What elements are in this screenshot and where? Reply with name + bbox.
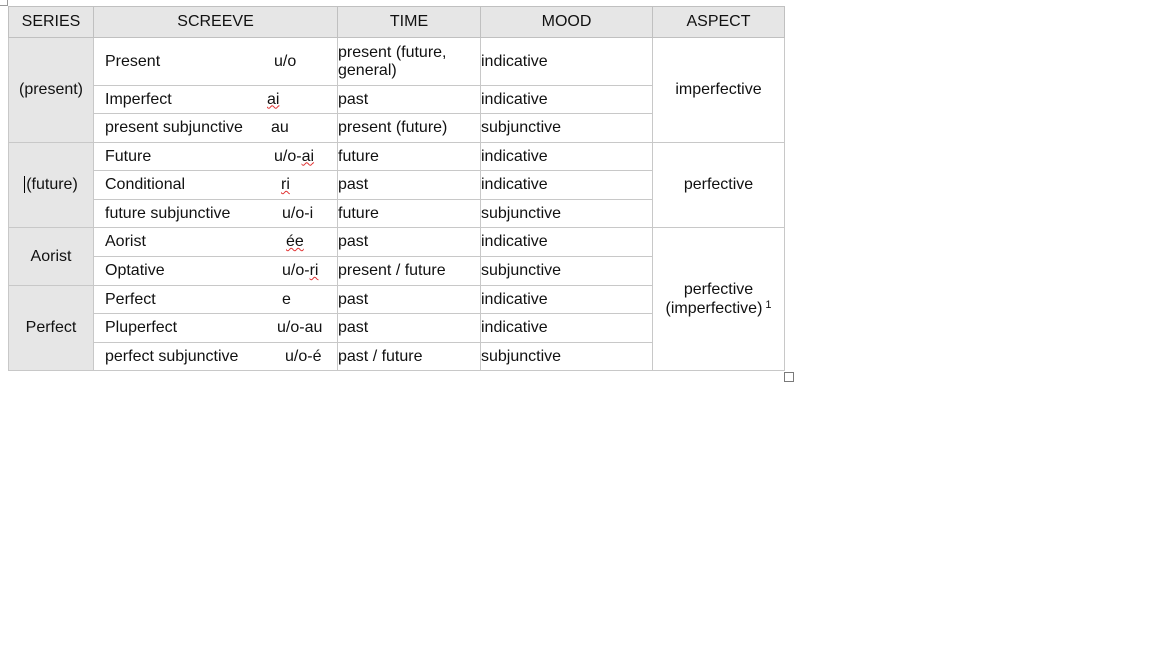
screeve-suffix: u/o-au bbox=[277, 319, 323, 336]
mood-cell[interactable]: indicative bbox=[481, 171, 653, 200]
screeve-cell[interactable] bbox=[94, 171, 338, 200]
screeve-cell[interactable] bbox=[94, 200, 338, 228]
time-cell[interactable]: present (future, general) bbox=[338, 38, 481, 86]
screeve-suffix-stem: ai bbox=[301, 147, 315, 165]
screeve-suffix: au bbox=[271, 119, 289, 136]
table-resize-handle[interactable] bbox=[784, 372, 794, 382]
mood-cell[interactable]: indicative bbox=[481, 86, 653, 114]
series-cell[interactable]: Aorist bbox=[9, 228, 94, 286]
time-cell[interactable]: future bbox=[338, 200, 481, 228]
screeve-cell[interactable] bbox=[94, 314, 338, 343]
table-move-handle[interactable] bbox=[0, 0, 8, 6]
screeve-suffix: u/o-i bbox=[282, 204, 314, 222]
screeve-name: Perfect bbox=[105, 290, 156, 308]
time-cell[interactable]: past bbox=[338, 228, 481, 257]
screeve-cell[interactable] bbox=[94, 86, 338, 114]
screeve-name: Imperfect bbox=[105, 90, 172, 108]
time-cell[interactable]: past bbox=[338, 314, 481, 343]
screeve-cell[interactable] bbox=[94, 143, 338, 171]
header-time[interactable]: TIME bbox=[338, 7, 481, 38]
screeve-name: future subjunctive bbox=[105, 204, 231, 222]
time-cell[interactable]: past bbox=[338, 171, 481, 200]
screeve-suffix: e bbox=[282, 290, 291, 308]
aspect-cell[interactable]: perfective bbox=[653, 143, 785, 228]
screeve-suffix-prefix: u/o- bbox=[282, 262, 310, 279]
header-screeve[interactable]: SCREEVE bbox=[94, 7, 338, 38]
screeve-suffix bbox=[282, 262, 318, 280]
screeve-suffix: ri bbox=[281, 176, 290, 193]
screeve-name: Future bbox=[105, 147, 152, 165]
aspect-cell[interactable]: imperfective bbox=[653, 38, 785, 143]
time-cell[interactable]: past / future bbox=[338, 343, 481, 371]
screeve-suffix: u/o-é bbox=[285, 347, 322, 365]
mood-cell[interactable]: indicative bbox=[481, 286, 653, 314]
screeve-suffix-prefix: u/o- bbox=[274, 147, 302, 165]
screeve-name: Aorist bbox=[105, 233, 146, 250]
screeve-cell[interactable] bbox=[94, 257, 338, 286]
series-cell[interactable] bbox=[9, 143, 94, 228]
table-row bbox=[9, 143, 785, 171]
series-label: (future) bbox=[26, 176, 78, 193]
screeve-name: Pluperfect bbox=[105, 319, 178, 336]
mood-cell[interactable]: indicative bbox=[481, 314, 653, 343]
aspect-line-2-text: (imperfective) bbox=[665, 299, 763, 317]
mood-cell[interactable]: indicative bbox=[481, 143, 653, 171]
screeve-table bbox=[8, 6, 785, 371]
series-cell[interactable]: Perfect bbox=[9, 286, 94, 371]
screeve-suffix: u/o bbox=[274, 52, 297, 70]
mood-cell[interactable]: indicative bbox=[481, 38, 653, 86]
screeve-cell[interactable] bbox=[94, 343, 338, 371]
mood-cell[interactable]: subjunctive bbox=[481, 257, 653, 286]
screeve-name: present subjunctive bbox=[105, 119, 243, 136]
footnote-marker[interactable]: 1 bbox=[765, 298, 772, 311]
time-cell[interactable]: past bbox=[338, 86, 481, 114]
mood-cell[interactable]: subjunctive bbox=[481, 200, 653, 228]
header-series[interactable]: SERIES bbox=[9, 7, 94, 38]
time-cell[interactable]: present / future bbox=[338, 257, 481, 286]
screeve-name: Present bbox=[105, 52, 161, 70]
screeve-suffix bbox=[274, 148, 314, 166]
screeve-name: Optative bbox=[105, 262, 165, 279]
screeve-name: perfect subjunctive bbox=[105, 347, 239, 365]
aspect-line-1: perfective bbox=[683, 280, 754, 298]
screeve-cell[interactable] bbox=[94, 228, 338, 257]
aspect-cell[interactable] bbox=[653, 228, 785, 371]
time-cell[interactable]: present (future) bbox=[338, 114, 481, 143]
time-cell[interactable]: past bbox=[338, 286, 481, 314]
table-row bbox=[9, 38, 785, 86]
header-mood[interactable]: MOOD bbox=[481, 7, 653, 38]
time-cell[interactable]: future bbox=[338, 143, 481, 171]
screeve-cell[interactable] bbox=[94, 38, 338, 86]
screeve-cell[interactable] bbox=[94, 114, 338, 143]
series-cell[interactable]: (present) bbox=[9, 38, 94, 143]
header-row bbox=[9, 7, 785, 38]
screeve-cell[interactable] bbox=[94, 286, 338, 314]
screeve-suffix-stem: ri bbox=[309, 262, 319, 279]
header-aspect[interactable]: ASPECT bbox=[653, 7, 785, 38]
screeve-name: Conditional bbox=[105, 176, 186, 193]
screeve-suffix: ai bbox=[267, 90, 280, 108]
mood-cell[interactable]: subjunctive bbox=[481, 114, 653, 143]
table-row bbox=[9, 228, 785, 257]
mood-cell[interactable]: subjunctive bbox=[481, 343, 653, 371]
mood-cell[interactable]: indicative bbox=[481, 228, 653, 257]
screeve-suffix: ée bbox=[286, 233, 304, 250]
aspect-line-2 bbox=[653, 299, 784, 318]
